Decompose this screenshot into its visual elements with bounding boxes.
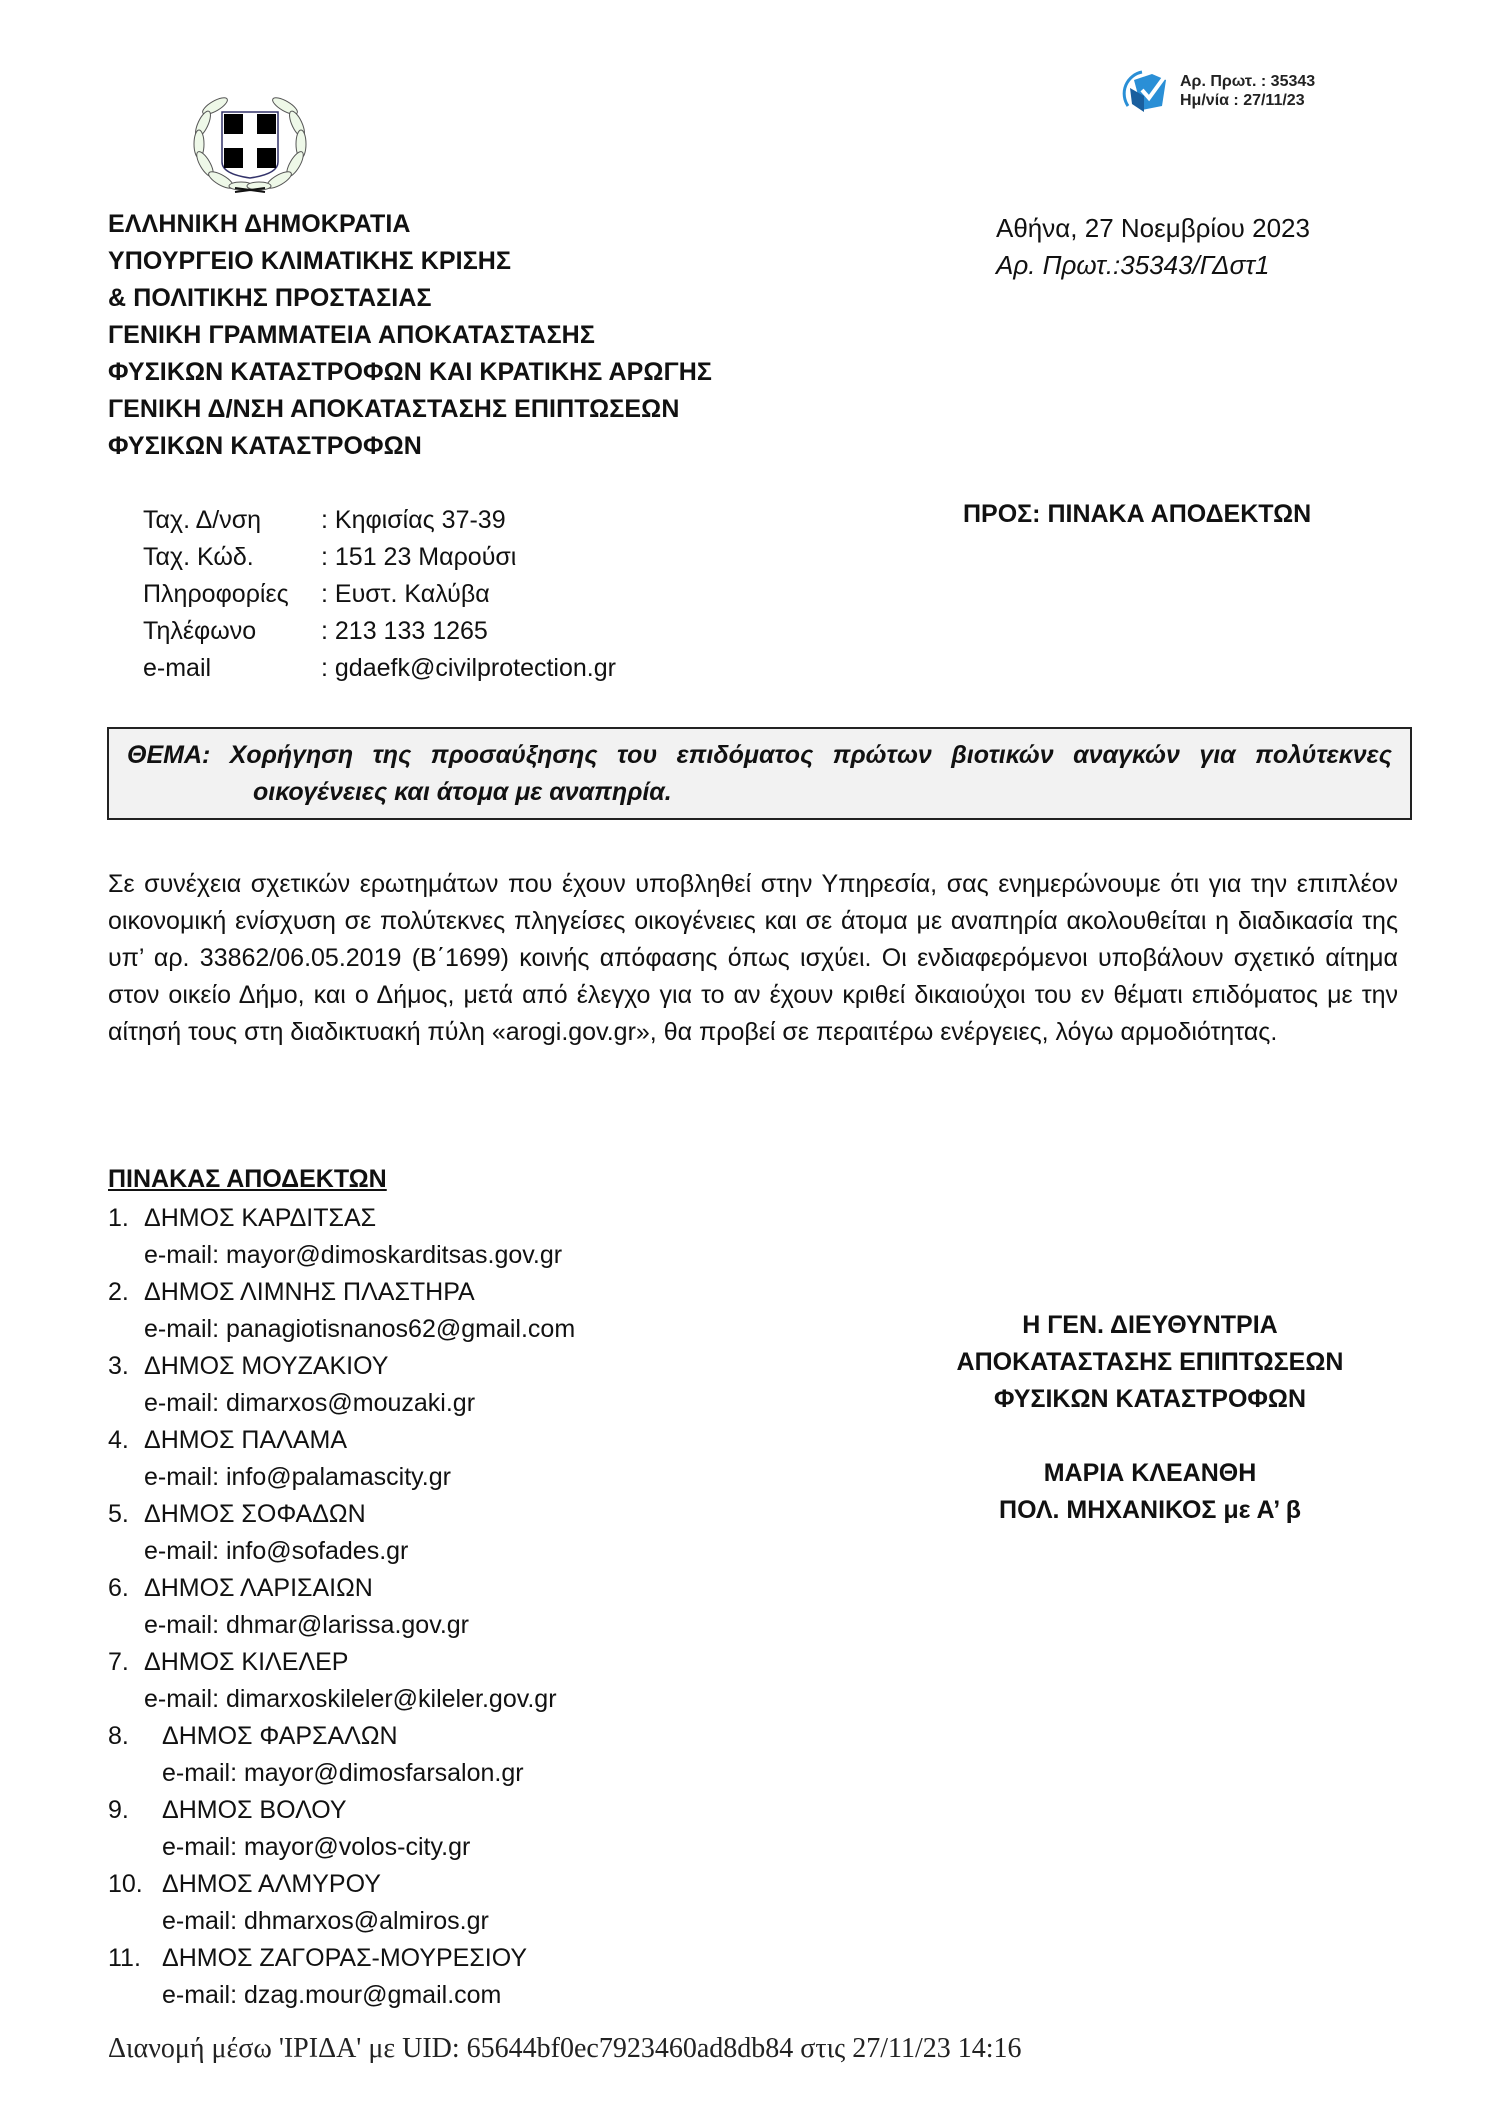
- recipients-list: [108, 1200, 575, 2014]
- item-number: 10.: [108, 1870, 143, 1898]
- municipality-name: ΔΗΜΟΣ ΛΑΡΙΣΑΙΩΝ: [144, 1574, 373, 1602]
- document-check-icon: [1122, 66, 1174, 116]
- signature-block: [900, 1307, 1400, 1529]
- municipality-name: ΔΗΜΟΣ ΦΑΡΣΑΛΩΝ: [162, 1722, 398, 1750]
- municipality-email[interactable]: e-mail: panagiotisnanos62@gmail.com: [144, 1315, 576, 1343]
- contact-value: : 151 23 Μαρούσι: [321, 543, 517, 571]
- list-item: [108, 1570, 575, 1644]
- contact-email[interactable]: : gdaefk@civilprotection.gr: [321, 654, 616, 682]
- protocol-stamp: [1122, 66, 1315, 116]
- protocol-reference: Αρ. Πρωτ.:35343/ΓΔστ1: [996, 250, 1270, 280]
- org-line: ΥΠΟΥΡΓΕΙΟ ΚΛΙΜΑΤΙΚΗΣ ΚΡΙΣΗΣ: [108, 247, 512, 275]
- subject-word: επιδόματος: [676, 741, 814, 769]
- stamp-protocol-number: Αρ. Πρωτ. : 35343: [1180, 73, 1316, 90]
- subject-word: πολύτεκνες: [1255, 741, 1392, 769]
- municipality-email[interactable]: e-mail: dimarxoskileler@kileler.gov.gr: [144, 1685, 557, 1713]
- subject-word: Χορήγηση: [229, 741, 354, 769]
- contact-label: Ταχ. Δ/νση: [143, 506, 262, 534]
- org-line: ΦΥΣΙΚΩΝ ΚΑΤΑΣΤΡΟΦΩΝ ΚΑΙ ΚΡΑΤΙΚΗΣ ΑΡΩΓΗΣ: [108, 358, 712, 386]
- date-and-reference: [996, 210, 1310, 284]
- signature-title: ΑΠΟΚΑΤΑΣΤΑΣΗΣ ΕΠΙΠΤΩΣΕΩΝ: [956, 1348, 1344, 1376]
- subject-word: για: [1199, 741, 1236, 769]
- list-item: [108, 1792, 575, 1866]
- list-item: [108, 1718, 575, 1792]
- stamp-date: Ημ/νία : 27/11/23: [1180, 92, 1305, 109]
- list-item: [108, 1496, 575, 1570]
- org-line: ΦΥΣΙΚΩΝ ΚΑΤΑΣΤΡΟΦΩΝ: [108, 432, 422, 460]
- contact-value: : Ευστ. Καλύβα: [321, 580, 490, 608]
- item-number: 9.: [108, 1796, 129, 1824]
- subject-word: αναγκών: [1073, 741, 1180, 769]
- subject-word: βιοτικών: [951, 741, 1054, 769]
- municipality-email[interactable]: e-mail: dimarxos@mouzaki.gr: [144, 1389, 476, 1417]
- org-line: & ΠΟΛΙΤΙΚΗΣ ΠΡΟΣΤΑΣΙΑΣ: [108, 284, 432, 312]
- item-number: 6.: [108, 1574, 129, 1602]
- municipality-email[interactable]: e-mail: info@palamascity.gr: [144, 1463, 451, 1491]
- municipality-email[interactable]: e-mail: mayor@dimosfarsalon.gr: [162, 1759, 524, 1787]
- distribution-footer: Διανομή μέσω 'ΙΡΙΔΑ' με UID: 65644bf0ec7923460ad8db84 στις 27/11/23 14:16: [108, 2033, 1022, 2064]
- municipality-email[interactable]: e-mail: dhmar@larissa.gov.gr: [144, 1611, 470, 1639]
- municipality-name: ΔΗΜΟΣ ΜΟΥΖΑΚΙΟΥ: [144, 1352, 389, 1380]
- place-date: Αθήνα, 27 Νοεμβρίου 2023: [996, 213, 1310, 243]
- signatory-role: ΠΟΛ. ΜΗΧΑΝΙΚΟΣ με Α’ β: [999, 1496, 1301, 1524]
- municipality-email[interactable]: e-mail: mayor@volos-city.gr: [162, 1833, 471, 1861]
- org-line: ΓΕΝΙΚΗ ΓΡΑΜΜΑΤΕΙΑ ΑΠΟΚΑΤΑΣΤΑΣΗΣ: [108, 321, 595, 349]
- subject-word: της: [372, 741, 412, 769]
- org-line: ΕΛΛΗΝΙΚΗ ΔΗΜΟΚΡΑΤΙΑ: [108, 210, 411, 238]
- item-number: 5.: [108, 1500, 129, 1528]
- list-item: [108, 1274, 575, 1348]
- item-number: 4.: [108, 1426, 129, 1454]
- municipality-name: ΔΗΜΟΣ ΛΙΜΝΗΣ ΠΛΑΣΤΗΡΑ: [144, 1278, 475, 1306]
- municipality-name: ΔΗΜΟΣ ΚΑΡΔΙΤΣΑΣ: [144, 1204, 377, 1232]
- recipients-title: ΠΙΝΑΚΑΣ ΑΠΟΔΕΚΤΩΝ: [108, 1165, 387, 1193]
- list-item: [108, 1348, 575, 1422]
- signature-title: Η ΓΕΝ. ΔΙΕΥΘΥΝΤΡΙΑ: [1022, 1311, 1278, 1339]
- body-paragraph: Σε συνέχεια σχετικών ερωτημάτων που έχουν υποβληθεί στην Υπηρεσία, σας ενημερώνουμε ότι για την επιπλέον οικονομική ενίσχυση σε πολύτεκνες πληγείσες οικογένειες και σε άτομα με αναπηρία ακολουθείται η διαδικασία της υπ’ αρ. 33862/06.05.2019 (Β΄1699) κοινής απόφασης όπως ισχύει. Οι ενδιαφερόμενοι υποβάλουν σχετικό αίτημα στον οικείο Δήμο, και ο Δήμος, μετά από έλεγχο για το αν έχουν κριθεί δικαιούχοι του εν θέματι επιδόματος με την αίτησή τους στη διαδικτυακή πύλη «arogi.gov.gr», θα προβεί σε περαιτέρω ενέργειες, λόγω αρμοδιότητας.: [108, 870, 1398, 1046]
- subject-line-1: [127, 737, 1392, 774]
- municipality-email[interactable]: e-mail: mayor@dimoskarditsas.gov.gr: [144, 1241, 563, 1269]
- list-item: [108, 1422, 575, 1496]
- subject-box: [107, 727, 1412, 820]
- municipality-email[interactable]: e-mail: info@sofades.gr: [144, 1537, 409, 1565]
- signature-title: ΦΥΣΙΚΩΝ ΚΑΤΑΣΤΡΟΦΩΝ: [993, 1385, 1307, 1413]
- list-item: [108, 1940, 575, 2014]
- contact-value: : Κηφισίας 37-39: [321, 506, 506, 534]
- contact-label: Τηλέφωνο: [143, 617, 257, 645]
- addressee: ΠΡΟΣ: ΠΙΝΑΚΑ ΑΠΟΔΕΚΤΩΝ: [963, 500, 1312, 528]
- signatory-name: ΜΑΡΙΑ ΚΛΕΑΝΘΗ: [1043, 1459, 1257, 1487]
- municipality-name: ΔΗΜΟΣ ΣΟΦΑΔΩΝ: [144, 1500, 366, 1528]
- contact-label: Πληροφορίες: [143, 580, 289, 608]
- item-number: 2.: [108, 1278, 129, 1306]
- signature-spacer: [900, 1418, 1400, 1455]
- municipality-name: ΔΗΜΟΣ ΑΛΜΥΡΟΥ: [162, 1870, 381, 1898]
- issuing-authority: [108, 206, 712, 465]
- contact-row: [143, 650, 616, 687]
- contact-label: Ταχ. Κώδ.: [143, 543, 254, 571]
- list-item: [108, 1200, 575, 1274]
- contact-row: [143, 576, 616, 613]
- item-number: 1.: [108, 1204, 129, 1232]
- item-number: 7.: [108, 1648, 129, 1676]
- municipality-name: ΔΗΜΟΣ ΚΙΛΕΛΕΡ: [144, 1648, 349, 1676]
- municipality-email[interactable]: e-mail: dhmarxos@almiros.gr: [162, 1907, 489, 1935]
- contact-details: [143, 502, 616, 687]
- municipality-name: ΔΗΜΟΣ ΖΑΓΟΡΑΣ-ΜΟΥΡΕΣΙΟΥ: [162, 1944, 528, 1972]
- org-line: ΓΕΝΙΚΗ Δ/ΝΣΗ ΑΠΟΚΑΤΑΣΤΑΣΗΣ ΕΠΙΠΤΩΣΕΩΝ: [108, 395, 680, 423]
- item-number: 3.: [108, 1352, 129, 1380]
- contact-row: [143, 502, 616, 539]
- subject-line-2: οικογένειες και άτομα με αναπηρία.: [253, 778, 672, 806]
- subject-label: ΘΕΜΑ:: [127, 741, 211, 769]
- contact-value: : 213 133 1265: [321, 617, 488, 645]
- contact-row: [143, 613, 616, 650]
- subject-word: πρώτων: [832, 741, 932, 769]
- list-item: [108, 1866, 575, 1940]
- greek-coat-of-arms-icon: [185, 86, 315, 196]
- municipality-email[interactable]: e-mail: dzag.mour@gmail.com: [162, 1981, 502, 2009]
- item-number: 8.: [108, 1722, 129, 1750]
- subject-word: του: [616, 741, 658, 769]
- list-item: [108, 1644, 575, 1718]
- subject-word: προσαύξησης: [430, 741, 598, 769]
- municipality-name: ΔΗΜΟΣ ΒΟΛΟΥ: [162, 1796, 347, 1824]
- contact-label: e-mail: [143, 654, 212, 682]
- contact-row: [143, 539, 616, 576]
- municipality-name: ΔΗΜΟΣ ΠΑΛΑΜΑ: [144, 1426, 348, 1454]
- item-number: 11.: [108, 1944, 141, 1972]
